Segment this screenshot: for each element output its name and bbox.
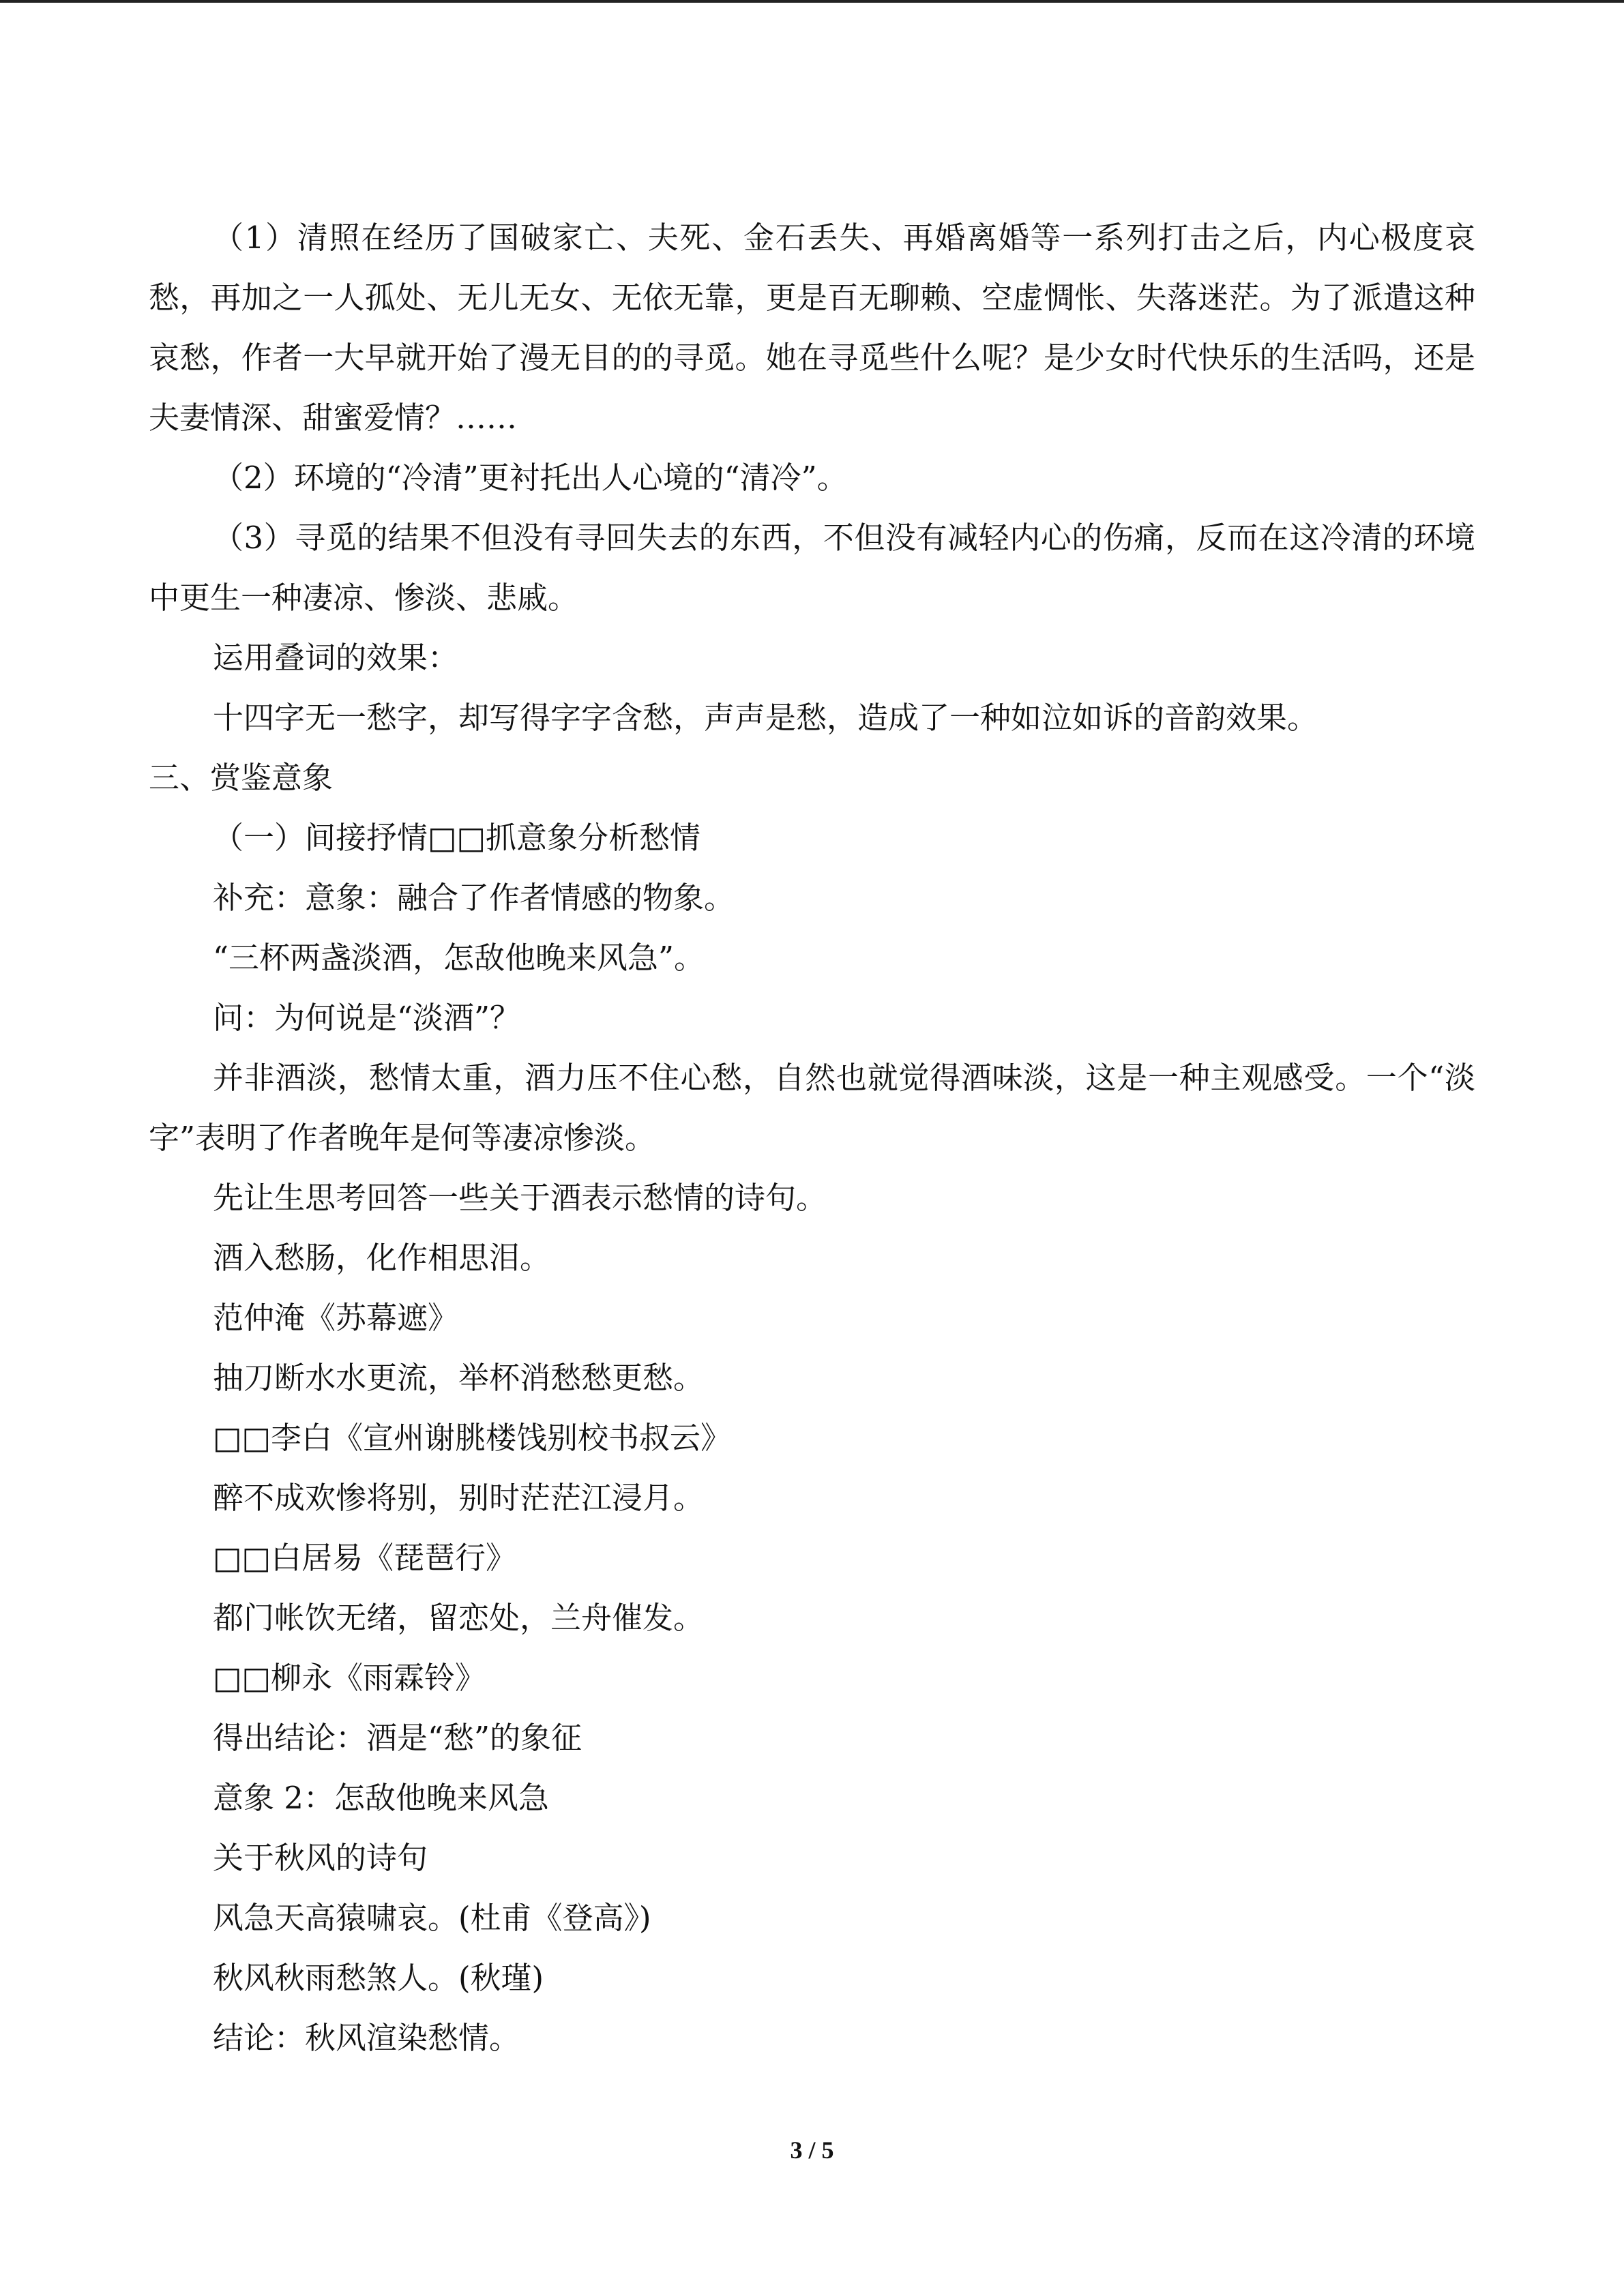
autumn-wind-poems-heading: 关于秋风的诗句 <box>213 1840 428 1876</box>
paragraph-context-2: （2）环境的“冷清”更衬托出人心境的“清冷”。 <box>213 460 848 496</box>
imagery-2-heading: 意象 2：怎敌他晚来风急 <box>213 1780 549 1816</box>
poem-line-4: 都门帐饮无绪，留恋处，兰舟催发。 <box>213 1600 705 1636</box>
quote-wine-line: “三杯两盏淡酒，怎敌他晚来风急”。 <box>213 940 705 976</box>
paragraph-reduplication-effect: 十四字无一愁字，却写得字字含愁，声声是愁，造成了一种如泣如诉的音韵效果。 <box>213 700 1318 736</box>
poem-line-1: 酒入愁肠，化作相思泪。 <box>213 1240 551 1276</box>
poem-source-1: 范仲淹《苏幕遮》 <box>213 1300 459 1336</box>
poem-source-3: □□白居易《琵琶行》 <box>213 1540 517 1576</box>
top-border-line <box>0 0 1624 3</box>
autumn-poem-2: 秋风秋雨愁煞人。(秋瑾) <box>213 1960 544 1996</box>
page-number: 3 / 5 <box>790 2136 834 2164</box>
paragraph-context-1: （1）清照在经历了国破家亡、夫死、金石丢失、再婚离婚等一系列打击之后，内心极度哀愁，再加之一人孤处、无儿无女、无依无靠，更是百无聊赖、空虚惆怅、失落迷茫。为了派遣这种哀愁，作者一大早就开始了漫无目的的寻觅。她在寻觅些什么呢？是少女时代快乐的生活吗，还是夫妻情深、甜蜜爱情？…… <box>149 220 1475 436</box>
prompt-wine-poems: 先让生思考回答一些关于酒表示愁情的诗句。 <box>213 1180 827 1216</box>
question-weak-wine: 问：为何说是“淡酒”？ <box>213 1000 521 1036</box>
subsection-heading-indirect: （一）间接抒情□□抓意象分析愁情 <box>213 820 701 856</box>
poem-source-2: □□李白《宣州谢朓楼饯别校书叔云》 <box>213 1420 732 1456</box>
paragraph-context-3: （3）寻觅的结果不但没有寻回失去的东西，不但没有减轻内心的伤痛，反而在这冷清的环境中更生一种凄凉、惨淡、悲戚。 <box>149 520 1475 616</box>
paragraph-imagery-definition: 补充：意象：融合了作者情感的物象。 <box>213 880 735 916</box>
answer-weak-wine: 并非酒淡，愁情太重，酒力压不住心愁，自然也就觉得酒味淡，这是一种主观感受。一个“淡字”表明了作者晚年是何等凄凉惨淡。 <box>149 1060 1475 1156</box>
paragraph-reduplication-heading: 运用叠词的效果： <box>213 640 459 676</box>
poem-line-3: 醉不成欢惨将别，别时茫茫江浸月。 <box>213 1480 705 1516</box>
document-body <box>149 208 1475 2068</box>
autumn-poem-1: 风急天高猿啸哀。(杜甫《登高》) <box>213 1900 651 1936</box>
conclusion-wine: 得出结论：酒是“愁”的象征 <box>213 1720 582 1756</box>
poem-line-2: 抽刀断水水更流，举杯消愁愁更愁。 <box>213 1360 705 1396</box>
conclusion-autumn-wind: 结论：秋风渲染愁情。 <box>213 2020 520 2056</box>
section-heading-imagery: 三、赏鉴意象 <box>149 760 334 796</box>
poem-source-4: □□柳永《雨霖铃》 <box>213 1660 486 1696</box>
